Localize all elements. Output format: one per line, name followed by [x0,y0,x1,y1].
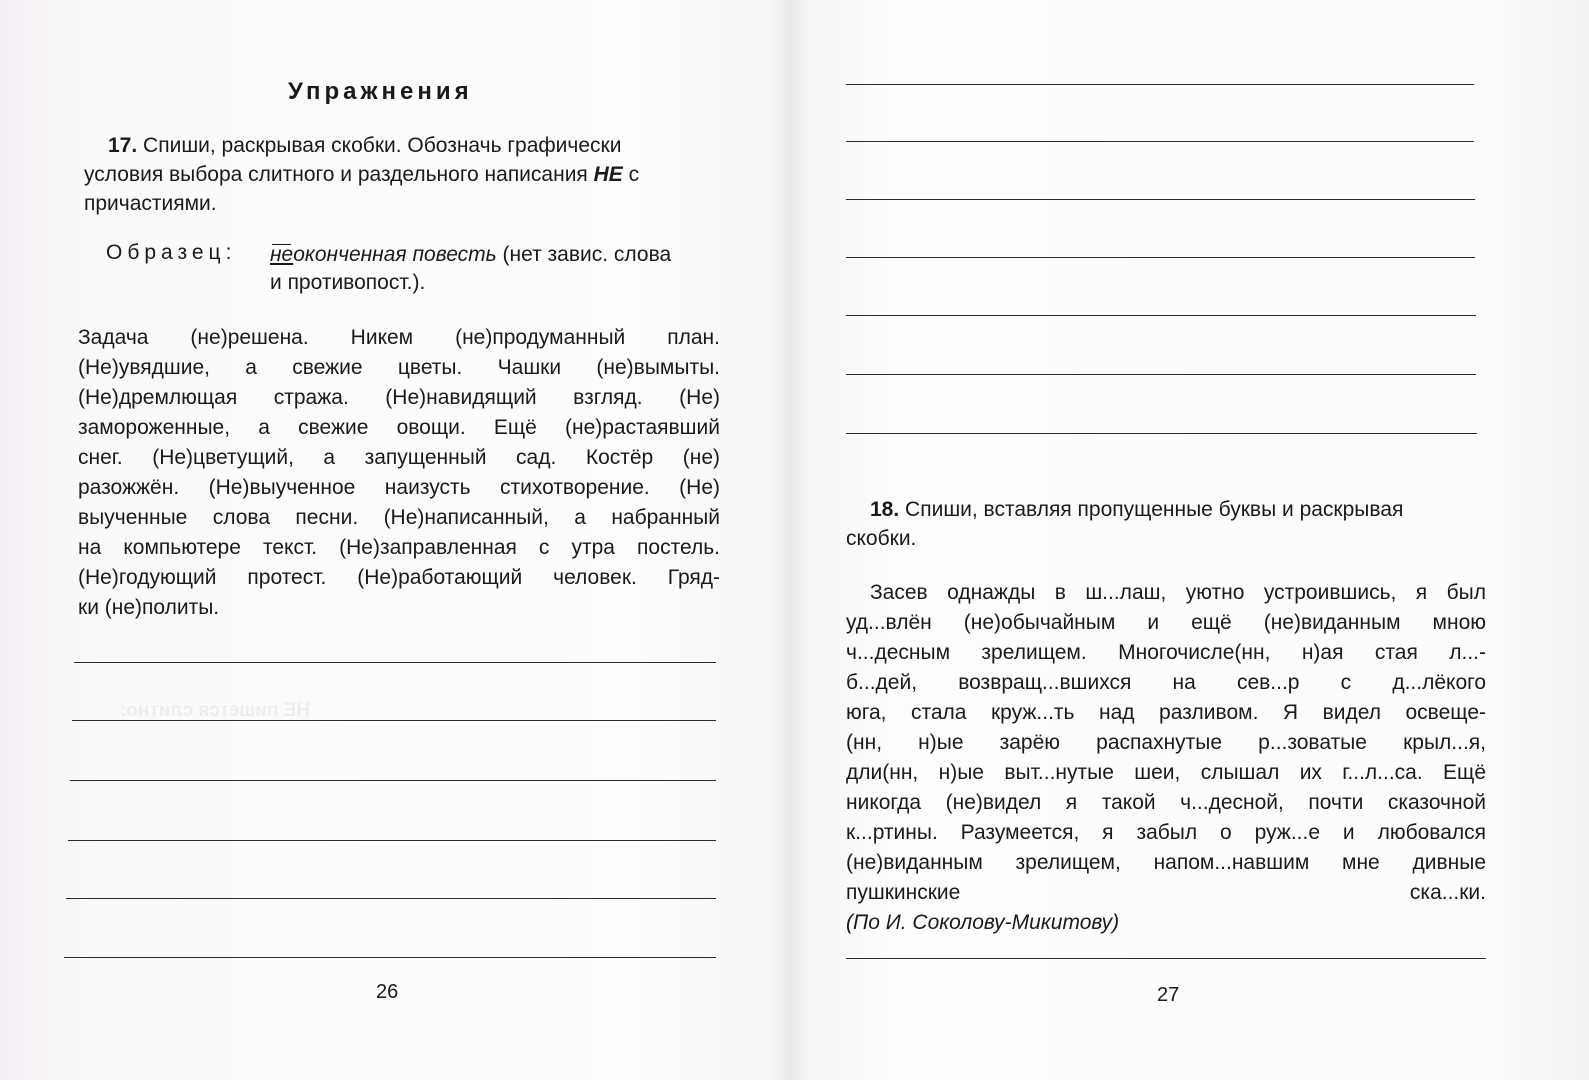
body-line: снег. (Не)цветущий, а запущенный сад. Костёр (не) [78,446,720,469]
page-number: 27 [1157,984,1180,1006]
exercise-18-instruction [846,495,1482,553]
writing-line [846,433,1477,434]
section-heading: Упражнения [288,78,473,105]
sample-prefix-marked: не [270,243,294,266]
body-line: к...ртины. Разумеется, я забыл о руж...е и любовался [846,821,1486,844]
sample-text [270,241,730,297]
writing-line [66,898,716,899]
instruction-line-2-end: с [628,163,640,186]
writing-line [68,840,716,841]
writing-line [846,257,1475,258]
writing-line [846,958,1486,959]
writing-line [846,374,1476,375]
body-line: (Не)увядшие, а свежие цветы. Чашки (не)вымыты. [78,356,720,379]
body-line: на компьютере текст. (Не)заправленная с утра постель. [78,536,720,559]
attribution: (По И. Соколову-Микитову) [846,911,1120,934]
instruction-line-2: условия выбора слитного и раздельного написания [84,163,588,186]
body-line-last [846,878,1486,938]
instruction-line-1: Спиши, раскрывая скобки. Обозначь графически [143,134,622,157]
body-line: (Не)годующий протест. (Не)работающий человек. Гряд- [78,566,720,589]
writing-line [64,957,716,958]
body-line: уд...влён (не)обычайным и ещё (не)виданным мною [846,611,1486,634]
body-line: Засев однажды в ш...лаш, уютно устроившись, я был [870,581,1486,604]
body-line: никогда (не)видел я такой ч...десной, почти сказочной [846,791,1486,814]
instruction-keyword: НЕ [593,163,623,186]
exercise-18-number: 18. [870,498,900,521]
writing-line [846,84,1474,85]
page-number: 26 [376,981,399,1003]
body-line: (не)виданным зрелищем, напом...навшим мне дивные [846,851,1486,874]
sample-phrase: оконченная повесть [293,243,497,266]
exercise-17-number: 17. [108,134,138,157]
sample-note-line-1: (нет завис. слова [502,243,672,266]
exercise-17-instruction [84,131,724,218]
sample-label: Образец: [106,241,237,264]
writing-line [74,662,716,663]
body-line: (нн, н)ые зарёю распахнутые р...зоватые крыл...я, [846,731,1486,754]
instruction-line-1: Спиши, вставляя пропущенные буквы и раскрывая [905,498,1404,521]
body-line: разожжён. (Не)выученное наизусть стихотворение. (Не) [78,476,720,499]
body-line: замороженные, а свежие овощи. Ещё (не)растаявший [78,416,720,439]
body-line: ч...десным зрелищем. Многочисле(нн, н)ая стая л...- [846,641,1486,664]
writing-line [846,199,1475,200]
body-line: Задача (не)решена. Никем (не)продуманный план. [78,326,720,349]
instruction-line-3: причастиями. [84,192,217,215]
body-line: (Не)дремлющая стража. (Не)навидящий взгляд. (Не) [78,386,720,409]
writing-line [846,141,1474,142]
body-line: б...дей, возвращ...вшихся на сев...р с д...лёкого [846,671,1486,694]
writing-line [846,315,1476,316]
body-line: дли(нн, н)ые выт...нутые шеи, слышал их г...л...са. Ещё [846,761,1486,784]
body-line: выученные слова песни. (Не)написанный, а набранный [78,506,720,529]
exercise-18-body [846,578,1486,938]
writing-line [72,720,716,721]
instruction-line-2: скобки. [846,527,917,550]
body-line: ки (не)политы. [78,596,220,619]
show-through-text: НЕ пишется слитно: [120,700,310,721]
body-line: юга, стала круж...ть над разливом. Я видел освеще- [846,701,1486,724]
left-page [0,0,790,1080]
exercise-17-body [78,323,720,623]
last-line-text: пушкинские ска...ки. [846,881,1486,904]
sample-note-line-2: и противопост.). [270,271,426,294]
writing-line [70,780,716,781]
